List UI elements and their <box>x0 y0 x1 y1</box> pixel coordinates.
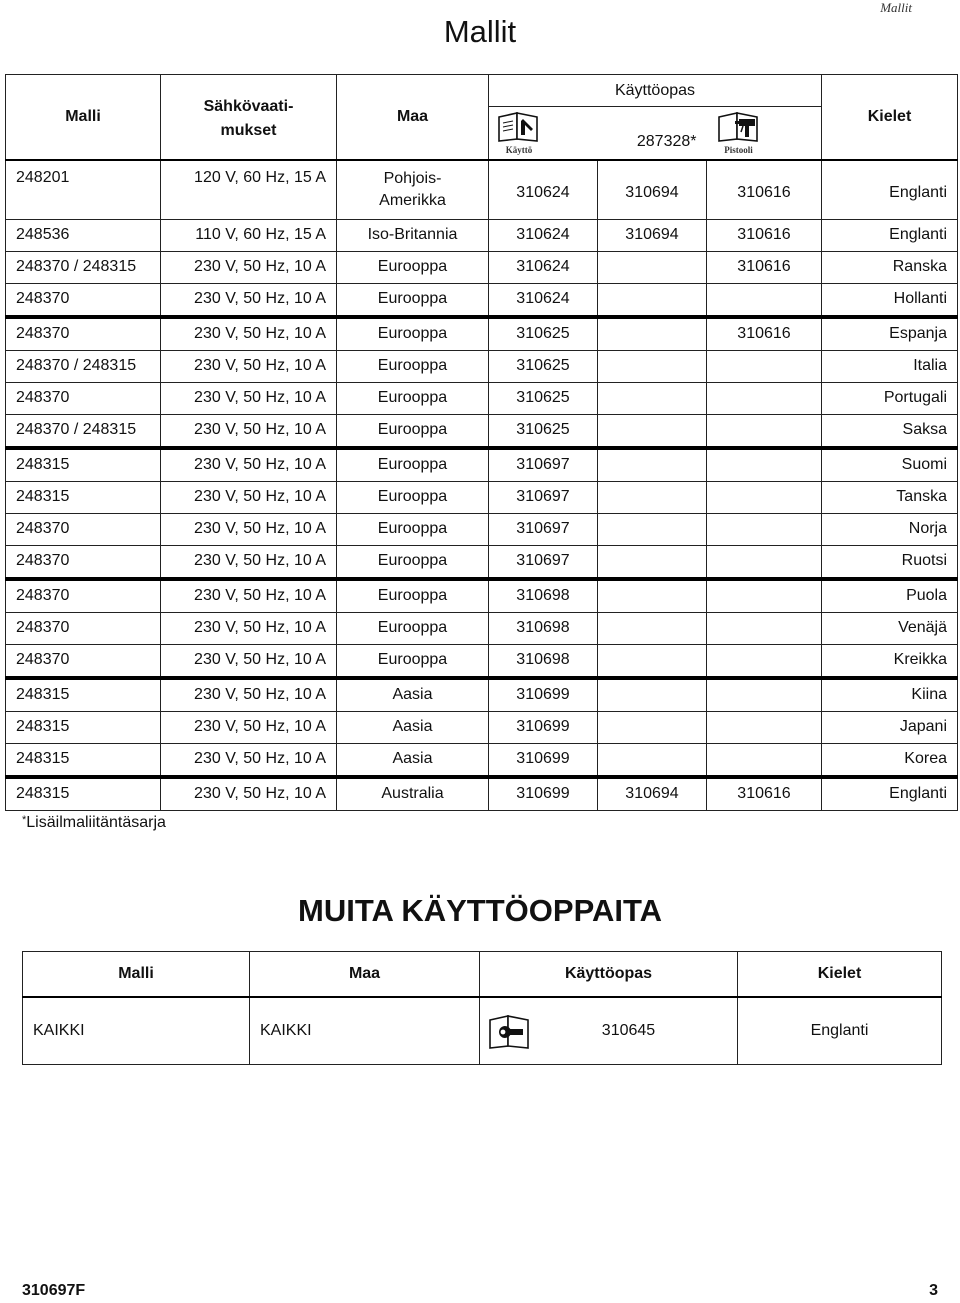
cell-electrical: 230 V, 50 Hz, 10 A <box>161 777 337 811</box>
cell-manual-operation: 310698 <box>489 644 598 678</box>
cell-country: Eurooppa <box>337 513 489 545</box>
cell-country: Eurooppa <box>337 251 489 283</box>
cell-model: 248315 <box>6 743 161 777</box>
cell-model: 248370 <box>6 513 161 545</box>
table-row <box>23 997 942 1065</box>
cell-manual-kit <box>598 350 707 382</box>
table-row <box>6 219 958 251</box>
cell-manual-operation: 310625 <box>489 350 598 382</box>
col-header-manuals: Käyttöopas <box>489 75 822 107</box>
cell-model: 248370 <box>6 579 161 613</box>
cell-electrical: 230 V, 50 Hz, 10 A <box>161 513 337 545</box>
cell-model: 248370 <box>6 382 161 414</box>
cell-manual-operation: 310697 <box>489 513 598 545</box>
cell-manual-kit <box>598 448 707 482</box>
table-row <box>6 513 958 545</box>
other-cell-manual <box>480 997 738 1065</box>
cell-manual-kit <box>598 612 707 644</box>
col-header-country: Maa <box>337 75 489 160</box>
cell-country: Eurooppa <box>337 448 489 482</box>
cell-country: Eurooppa <box>337 414 489 448</box>
footnote-mark: * <box>22 814 27 826</box>
spray-gun-manual-icon <box>717 109 761 155</box>
cell-country: Iso-Britannia <box>337 219 489 251</box>
cell-country: Eurooppa <box>337 579 489 613</box>
cell-manual-gun <box>707 481 822 513</box>
cell-manual-operation: 310625 <box>489 317 598 351</box>
table-row <box>6 350 958 382</box>
cell-manual-gun <box>707 350 822 382</box>
cell-manual-kit: 310694 <box>598 160 707 220</box>
cell-country: Eurooppa <box>337 481 489 513</box>
cell-language: Suomi <box>822 448 958 482</box>
table-row <box>6 711 958 743</box>
cell-language: Saksa <box>822 414 958 448</box>
spray-gun-manual-caption: Pistooli <box>724 144 753 155</box>
cell-manual-kit <box>598 743 707 777</box>
col-header-languages: Kielet <box>822 75 958 160</box>
other-cell-language: Englanti <box>738 997 942 1065</box>
cell-manual-gun <box>707 711 822 743</box>
cell-language: Espanja <box>822 317 958 351</box>
other-cell-country: KAIKKI <box>250 997 480 1065</box>
cell-manual-kit <box>598 317 707 351</box>
running-head: Mallit <box>880 0 912 15</box>
cell-country: Eurooppa <box>337 612 489 644</box>
table-row <box>6 317 958 351</box>
table-row <box>6 382 958 414</box>
cell-manual-gun <box>707 579 822 613</box>
cell-manual-operation: 310625 <box>489 382 598 414</box>
cell-manual-gun <box>707 382 822 414</box>
table-row <box>6 160 958 220</box>
col-header-gun-manual <box>707 107 822 160</box>
cell-country: Eurooppa <box>337 644 489 678</box>
cell-manual-gun: 310616 <box>707 219 822 251</box>
document-number: 310697F <box>22 1282 86 1299</box>
table-row <box>6 481 958 513</box>
cell-manual-operation: 310699 <box>489 743 598 777</box>
cell-electrical: 230 V, 50 Hz, 10 A <box>161 317 337 351</box>
cell-manual-gun <box>707 414 822 448</box>
table-row <box>6 678 958 712</box>
cell-language: Ranska <box>822 251 958 283</box>
table-row <box>6 414 958 448</box>
cell-model: 248315 <box>6 777 161 811</box>
cell-country: Aasia <box>337 678 489 712</box>
cell-country: Eurooppa <box>337 545 489 579</box>
cell-language: Tanska <box>822 481 958 513</box>
cell-electrical: 110 V, 60 Hz, 15 A <box>161 219 337 251</box>
cell-manual-gun <box>707 283 822 317</box>
cell-language: Puola <box>822 579 958 613</box>
cell-manual-operation: 310625 <box>489 414 598 448</box>
cell-model: 248315 <box>6 711 161 743</box>
other-manual-number: 310645 <box>601 1022 656 1039</box>
cell-manual-operation: 310624 <box>489 160 598 220</box>
cell-manual-kit <box>598 481 707 513</box>
cell-electrical: 230 V, 50 Hz, 10 A <box>161 350 337 382</box>
cell-manual-operation: 310624 <box>489 283 598 317</box>
cell-manual-operation: 310624 <box>489 251 598 283</box>
cell-model: 248370 <box>6 545 161 579</box>
cell-manual-kit: 310694 <box>598 777 707 811</box>
cell-language: Venäjä <box>822 612 958 644</box>
repair-manual-icon <box>488 1010 532 1055</box>
cell-model: 248201 <box>6 160 161 220</box>
cell-manual-gun <box>707 678 822 712</box>
cell-manual-gun <box>707 743 822 777</box>
footnote-text: Lisäilmaliitäntäsarja <box>26 814 166 831</box>
cell-manual-operation: 310697 <box>489 481 598 513</box>
cell-language: Englanti <box>822 160 958 220</box>
cell-model: 248536 <box>6 219 161 251</box>
cell-country: Pohjois- Amerikka <box>337 160 489 220</box>
cell-language: Kiina <box>822 678 958 712</box>
cell-language: Japani <box>822 711 958 743</box>
cell-language: Norja <box>822 513 958 545</box>
cell-language: Korea <box>822 743 958 777</box>
cell-electrical: 230 V, 50 Hz, 10 A <box>161 644 337 678</box>
cell-manual-operation: 310698 <box>489 579 598 613</box>
cell-manual-kit: 310694 <box>598 219 707 251</box>
col-header-electrical: Sähkövaati- mukset <box>161 75 337 160</box>
cell-language: Portugali <box>822 382 958 414</box>
cell-electrical: 230 V, 50 Hz, 10 A <box>161 743 337 777</box>
cell-country: Aasia <box>337 711 489 743</box>
cell-manual-operation: 310699 <box>489 711 598 743</box>
page-number: 3 <box>929 1282 938 1299</box>
cell-manual-gun: 310616 <box>707 160 822 220</box>
cell-electrical: 230 V, 50 Hz, 10 A <box>161 545 337 579</box>
cell-language: Kreikka <box>822 644 958 678</box>
cell-model: 248370 / 248315 <box>6 350 161 382</box>
cell-country: Eurooppa <box>337 382 489 414</box>
operation-manual-icon <box>497 109 541 155</box>
cell-language: Hollanti <box>822 283 958 317</box>
cell-model: 248370 / 248315 <box>6 414 161 448</box>
cell-electrical: 230 V, 50 Hz, 10 A <box>161 711 337 743</box>
cell-manual-operation: 310624 <box>489 219 598 251</box>
table-row <box>6 644 958 678</box>
cell-manual-gun <box>707 644 822 678</box>
other-cell-model: KAIKKI <box>23 997 250 1065</box>
cell-model: 248370 / 248315 <box>6 251 161 283</box>
models-table <box>5 74 958 811</box>
cell-language: Englanti <box>822 777 958 811</box>
cell-manual-kit <box>598 251 707 283</box>
cell-manual-operation: 310698 <box>489 612 598 644</box>
col-header-model: Malli <box>6 75 161 160</box>
cell-electrical: 120 V, 60 Hz, 15 A <box>161 160 337 220</box>
operation-manual-caption: Käyttö <box>505 144 533 155</box>
col-header-operation-manual <box>489 107 598 160</box>
cell-country: Eurooppa <box>337 317 489 351</box>
cell-manual-kit <box>598 382 707 414</box>
table-row <box>6 251 958 283</box>
other-col-header-model: Malli <box>23 952 250 998</box>
cell-model: 248370 <box>6 612 161 644</box>
table-row <box>6 743 958 777</box>
cell-manual-kit <box>598 644 707 678</box>
cell-electrical: 230 V, 50 Hz, 10 A <box>161 448 337 482</box>
cell-manual-operation: 310699 <box>489 777 598 811</box>
cell-manual-gun <box>707 545 822 579</box>
cell-manual-gun <box>707 513 822 545</box>
cell-country: Australia <box>337 777 489 811</box>
other-col-header-country: Maa <box>250 952 480 998</box>
footnote <box>22 814 166 832</box>
cell-manual-gun: 310616 <box>707 777 822 811</box>
cell-manual-kit <box>598 283 707 317</box>
cell-language: Italia <box>822 350 958 382</box>
cell-manual-operation: 310699 <box>489 678 598 712</box>
cell-manual-gun: 310616 <box>707 317 822 351</box>
cell-manual-kit <box>598 414 707 448</box>
cell-electrical: 230 V, 50 Hz, 10 A <box>161 612 337 644</box>
cell-manual-kit <box>598 711 707 743</box>
other-col-header-manual: Käyttöopas <box>480 952 738 998</box>
cell-electrical: 230 V, 50 Hz, 10 A <box>161 251 337 283</box>
cell-manual-operation: 310697 <box>489 448 598 482</box>
table-row <box>6 612 958 644</box>
cell-manual-kit <box>598 513 707 545</box>
cell-manual-gun: 310616 <box>707 251 822 283</box>
cell-model: 248315 <box>6 481 161 513</box>
cell-electrical: 230 V, 50 Hz, 10 A <box>161 283 337 317</box>
cell-manual-operation: 310697 <box>489 545 598 579</box>
cell-electrical: 230 V, 50 Hz, 10 A <box>161 481 337 513</box>
cell-country: Eurooppa <box>337 283 489 317</box>
cell-manual-kit <box>598 579 707 613</box>
cell-electrical: 230 V, 50 Hz, 10 A <box>161 382 337 414</box>
cell-manual-kit <box>598 678 707 712</box>
cell-language: Ruotsi <box>822 545 958 579</box>
cell-electrical: 230 V, 50 Hz, 10 A <box>161 678 337 712</box>
table-row <box>6 448 958 482</box>
cell-country: Eurooppa <box>337 350 489 382</box>
cell-electrical: 230 V, 50 Hz, 10 A <box>161 579 337 613</box>
col-header-kit-manual: 287328* <box>598 107 707 160</box>
cell-model: 248370 <box>6 283 161 317</box>
cell-electrical: 230 V, 50 Hz, 10 A <box>161 414 337 448</box>
cell-manual-kit <box>598 545 707 579</box>
cell-model: 248370 <box>6 317 161 351</box>
table-row <box>6 545 958 579</box>
cell-manual-gun <box>707 448 822 482</box>
page-title: Mallit <box>443 14 517 49</box>
cell-country: Aasia <box>337 743 489 777</box>
cell-model: 248315 <box>6 678 161 712</box>
cell-model: 248315 <box>6 448 161 482</box>
cell-model: 248370 <box>6 644 161 678</box>
table-row <box>6 777 958 811</box>
table-row <box>6 579 958 613</box>
cell-language: Englanti <box>822 219 958 251</box>
cell-manual-gun <box>707 612 822 644</box>
table-row <box>6 283 958 317</box>
other-col-header-language: Kielet <box>738 952 942 998</box>
section-title: MUITA KÄYTTÖOPPAITA <box>298 893 662 928</box>
other-manuals-table <box>22 951 942 1065</box>
